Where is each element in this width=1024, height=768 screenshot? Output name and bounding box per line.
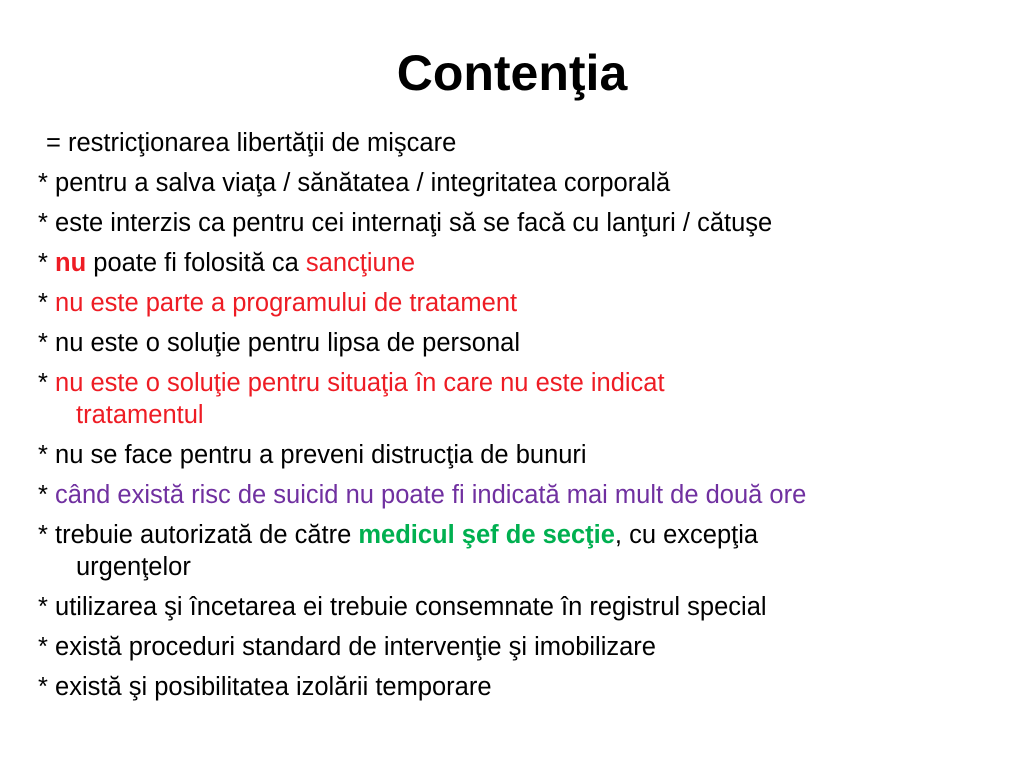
definition-text: = restricţionarea libertăţii de mişcare <box>46 129 457 157</box>
bullet-prefix: * <box>38 289 56 317</box>
bullet-text: , cu excepţia <box>614 521 759 549</box>
bullet-authorization <box>38 519 998 583</box>
bullet-text-red: nu este o soluţie pentru situaţia în care nu este indicat <box>55 369 665 397</box>
bullet-text-red-continuation: tratamentul <box>76 401 204 429</box>
bullet-text: * nu este o soluţie pentru lipsa de personal <box>38 329 520 357</box>
bullet-not-staff-solution <box>38 327 998 359</box>
bullet-prefix: * <box>38 481 56 509</box>
bullet-isolation <box>38 671 998 703</box>
bullet-not-indicated <box>38 367 998 431</box>
bullet-text-red: nu este parte a programului de tratament <box>55 289 518 317</box>
bullet-prefix: * <box>38 249 56 277</box>
bullet-prefix: * trebuie autorizată de către <box>38 521 359 549</box>
slide-title: Contenţia <box>396 45 628 101</box>
bullet-text-continuation: urgenţelor <box>76 553 191 581</box>
bullet-text: * există şi posibilitatea izolării temporare <box>38 673 492 701</box>
bullet-not-property <box>38 439 998 471</box>
bullet-not-treatment <box>38 287 998 319</box>
emphasis-head-physician: medicul şef de secţie <box>358 521 615 549</box>
bullet-suicide-risk <box>38 479 998 511</box>
bullet-procedures <box>38 631 998 663</box>
definition-line <box>38 127 998 159</box>
bullet-prefix: * <box>38 369 56 397</box>
bullet-text: * există proceduri standard de intervenţie şi imobilizare <box>38 633 656 661</box>
emphasis-sanctiune: sancţiune <box>305 249 416 277</box>
bullet-text: * este interzis ca pentru cei internaţi să se facă cu lanţuri / cătuşe <box>38 209 773 237</box>
bullet-list <box>38 127 998 711</box>
bullet-text: poate fi folosită ca <box>86 249 306 277</box>
bullet-registry <box>38 591 998 623</box>
bullet-save-life <box>38 167 998 199</box>
bullet-text: * pentru a salva viaţa / sănătatea / integritatea corporală <box>38 169 671 197</box>
bullet-text: * nu se face pentru a preveni distrucţia de bunuri <box>38 441 587 469</box>
bullet-text: * utilizarea şi încetarea ei trebuie consemnate în registrul special <box>38 593 767 621</box>
bullet-text-purple: când există risc de suicid nu poate fi indicată mai mult de două ore <box>55 481 807 509</box>
bullet-chains-forbidden <box>38 207 998 239</box>
bullet-not-sanction <box>38 247 998 279</box>
emphasis-nu: nu <box>55 249 87 277</box>
